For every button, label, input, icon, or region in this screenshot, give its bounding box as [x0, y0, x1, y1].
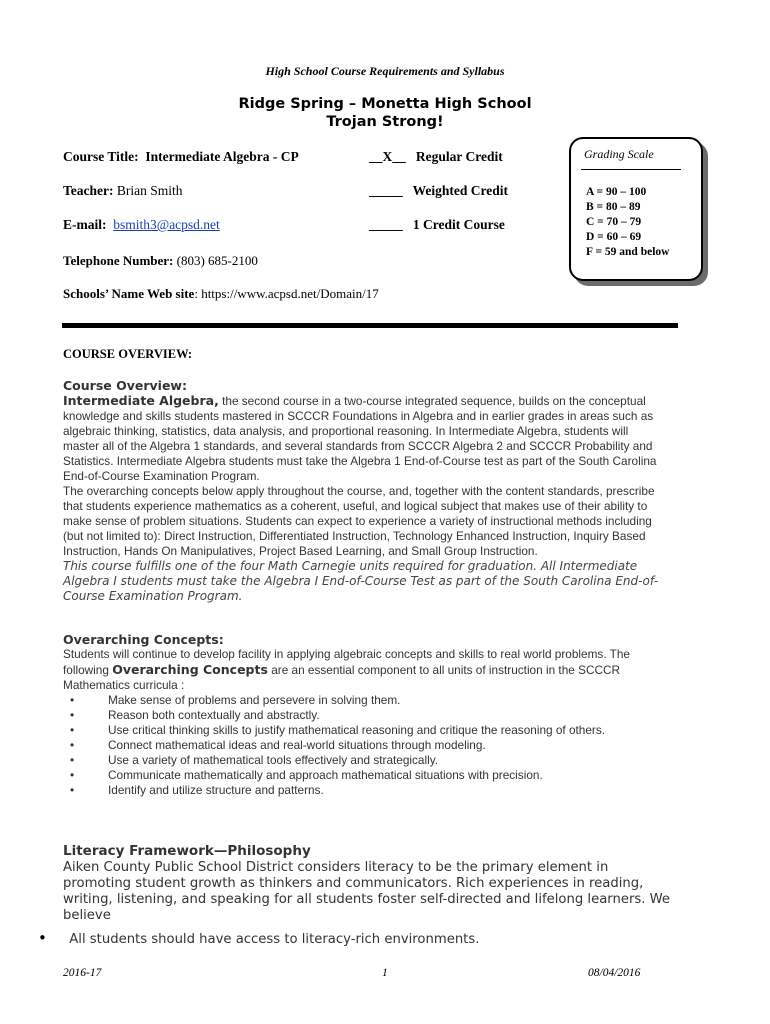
bullet-icon: •: [70, 768, 75, 782]
footer-date: 08/04/2016: [588, 967, 641, 979]
course-overview-heading: COURSE OVERVIEW:: [63, 347, 193, 361]
credit-option-weighted: [369, 183, 508, 199]
school-title: [0, 95, 770, 131]
literacy-heading: Literacy Framework—Philosophy: [63, 843, 311, 859]
concepts-line: following Overarching Concepts are an essential component to all units of instruction in the SCCCR: [63, 662, 621, 677]
overview-line: that students experience mathematics as a coherent, useful, and logical subject that makes use of their ability to: [63, 499, 648, 513]
overview-line: (but not limited to): Direct Instruction, Differentiated Instruction, Technology Enhanced Instruction, Inquiry Based: [63, 529, 646, 543]
list-item: • Use a variety of mathematical tools effectively and strategically.: [70, 753, 439, 767]
list-item: • Make sense of problems and persevere in solving them.: [70, 693, 401, 707]
teacher-label: Teacher:: [63, 183, 114, 198]
overview-line: knowledge and skills students mastered in SCCCR Foundations in Algebra and in earlier grades in areas such as: [63, 409, 654, 423]
phone-value: (803) 685-2100: [176, 253, 258, 268]
literacy-line: promoting student growth as thinkers and communicators. Rich experiences in reading,: [63, 876, 644, 891]
overview-subheading: Course Overview:: [63, 378, 187, 393]
concepts-bold-term: Overarching Concepts: [112, 662, 268, 677]
list-item: • Communicate mathematically and approach mathematical situations with precision.: [70, 768, 543, 782]
email-row: [63, 217, 220, 233]
literacy-line: Aiken County Public School District considers literacy to be the primary element in: [63, 860, 609, 875]
grade-row: F = 59 and below: [586, 246, 670, 258]
credit-label: Weighted Credit: [412, 183, 509, 198]
literacy-bullet-item: [38, 929, 479, 947]
overview-italic-line: Course Examination Program.: [63, 589, 243, 603]
website-value: : https://www.acpsd.net/Domain/17: [194, 286, 379, 301]
credit-label: 1 Credit Course: [412, 217, 505, 232]
bullet-icon: •: [70, 708, 75, 722]
list-item: • Connect mathematical ideas and real-world situations through modeling.: [70, 738, 486, 752]
grade-row: D = 60 – 69: [586, 231, 642, 243]
overview-line: Instruction, Hands On Manipulatives, Project Based Learning, and Small Group Instruction.: [63, 544, 538, 558]
concepts-heading: Overarching Concepts:: [63, 632, 224, 647]
bullet-icon: •: [38, 929, 47, 947]
teacher-row: [63, 183, 183, 199]
footer-year: 2016-17: [63, 967, 102, 979]
list-item: • Use critical thinking skills to justify mathematical reasoning and critique the reasoning of others.: [70, 723, 606, 737]
overview-lead-term: Intermediate Algebra,: [63, 393, 219, 408]
overarching-concepts: [63, 632, 703, 693]
phone-row: [63, 253, 258, 269]
concepts-line: Students will continue to develop facility in applying algebraic concepts and skills to real world problems. The: [63, 647, 630, 661]
list-item: • Identify and utilize structure and patterns.: [70, 783, 324, 797]
website-label: Schools’ Name Web site: [63, 286, 195, 301]
grading-scale-list: [586, 185, 669, 260]
credit-blank: _____: [369, 183, 403, 198]
document-header: High School Course Requirements and Syllabus: [265, 64, 505, 78]
website-row: [63, 286, 379, 302]
overview-line: make sense of problem situations. Students can expect to experience a variety of instructional methods including: [63, 514, 652, 528]
literacy-bullet-text: All students should have access to literacy-rich environments.: [69, 932, 480, 947]
phone-label: Telephone Number:: [63, 253, 174, 268]
bullet-icon: •: [70, 738, 75, 752]
bullet-icon: •: [70, 783, 75, 797]
course-title-value: Intermediate Algebra - CP: [145, 149, 299, 164]
credit-option-one-credit: [369, 217, 505, 233]
section-divider: [62, 323, 678, 328]
credit-label: Regular Credit: [415, 149, 503, 164]
overview-italic-line: Algebra I students must take the Algebra I End-of-Course Test as part of the South Carolina End-of-: [63, 574, 659, 588]
literacy-line: writing, listening, and speaking for all students foster self-directed and lifelong learners. We: [63, 892, 670, 907]
overview-line: The overarching concepts below apply throughout the course, and, together with the content standards, prescribe: [63, 484, 655, 498]
email-link[interactable]: bsmith3@acpsd.net: [113, 217, 220, 232]
bullet-icon: •: [70, 753, 75, 767]
grade-row: B = 80 – 89: [586, 201, 641, 213]
overview-line: End-of-Course Examination Program.: [63, 469, 260, 483]
literacy-line: believe: [63, 908, 111, 923]
grading-scale-title: Grading Scale: [584, 147, 654, 161]
credit-option-regular: [369, 149, 503, 165]
school-name: Ridge Spring – Monetta High School: [238, 96, 532, 112]
grade-row: A = 90 – 100: [586, 186, 647, 198]
email-label: E-mail:: [63, 217, 107, 232]
grading-scale-rule: [581, 169, 681, 170]
overview-line: algebraic thinking, statistics, data analysis, and proportional reasoning. In Intermediate Algebra, students will: [63, 424, 629, 438]
school-motto: Trojan Strong!: [326, 114, 444, 130]
concepts-line: Mathematics curricula :: [63, 678, 185, 692]
course-title-row: [63, 149, 299, 165]
bullet-icon: •: [70, 693, 75, 707]
footer-page-number: 1: [382, 967, 388, 979]
credit-blank: _____: [369, 217, 403, 232]
grading-scale-box: [569, 137, 703, 281]
bullet-icon: •: [70, 723, 75, 737]
course-overview-text: [63, 378, 703, 604]
teacher-name: Brian Smith: [116, 183, 183, 198]
course-title-label: Course Title:: [63, 149, 139, 164]
overview-line: Statistics. Intermediate Algebra students must take the Algebra 1 End-of-Course test as part of the South Carolina: [63, 454, 657, 468]
credit-blank: __X__: [369, 149, 406, 164]
overview-italic-line: This course fulfills one of the four Math Carnegie units required for graduation. All Intermediate: [63, 559, 638, 573]
grade-row: C = 70 – 79: [586, 216, 642, 228]
concepts-list: [63, 693, 605, 798]
literacy-paragraph: [63, 860, 713, 924]
overview-line: master all of the Algebra 1 standards, and several standards from SCCCR Algebra 2 and SCCCR Probability and: [63, 439, 653, 453]
list-item: • Reason both contextually and abstractly.: [70, 708, 320, 722]
overview-line: Intermediate Algebra, the second course in a two-course integrated sequence, builds on the conceptual: [63, 393, 646, 408]
